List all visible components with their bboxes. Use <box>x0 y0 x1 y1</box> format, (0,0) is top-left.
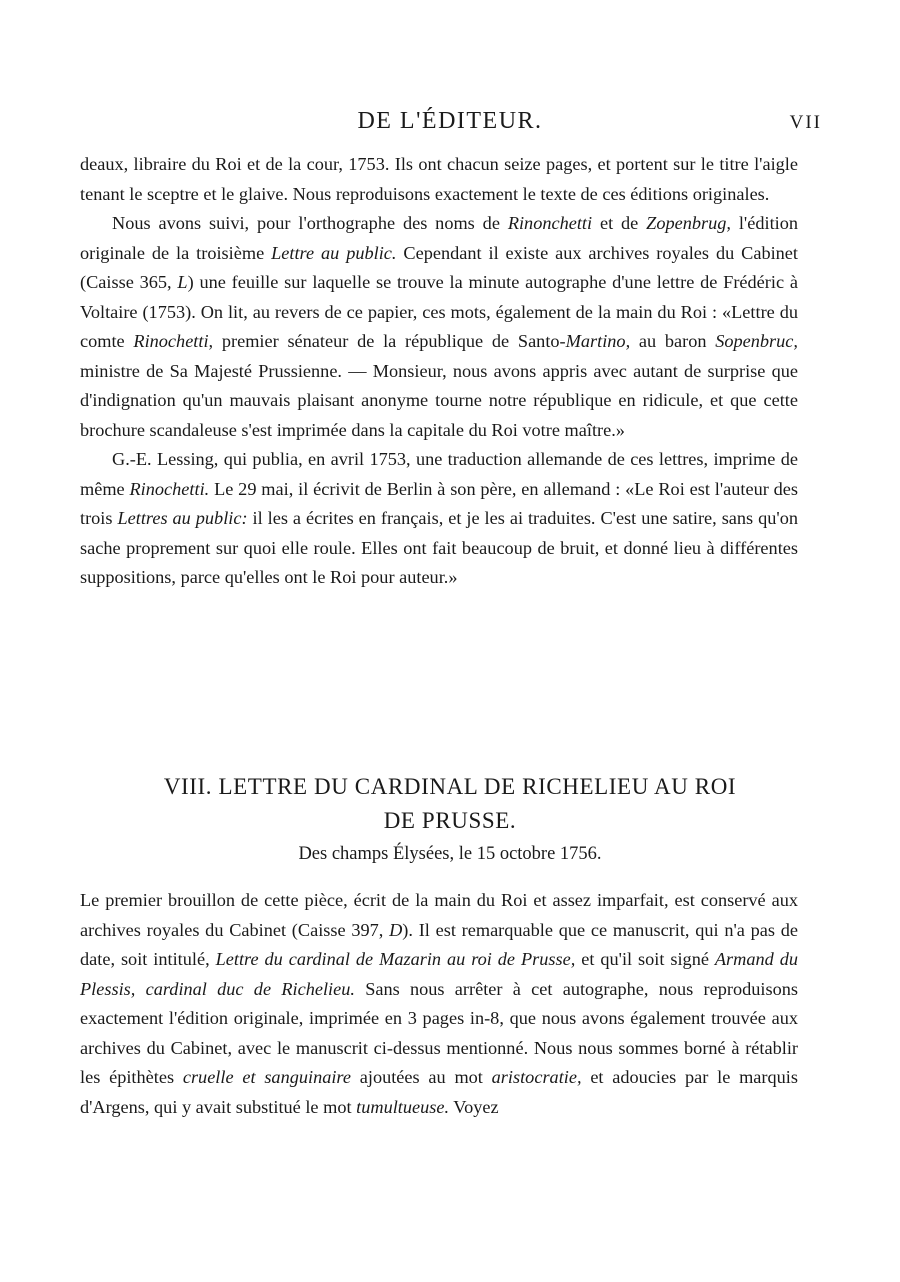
text-run: Cependant il existe aux archives royales du Cabinet (Caisse 365, <box>80 242 798 292</box>
running-head <box>0 108 900 140</box>
text-run: et qu'il soit signé <box>575 949 715 969</box>
heading-line: VIII. LETTRE DU CARDINAL DE RICHELIEU AU ROI <box>163 774 737 799</box>
text-run: ) une feuille sur laquelle se trouve la minute autographe d'une lettre de Frédéric à Voltaire (1753). On lit, au revers de ce papier, ces mots, également de la main du Roi : «Lettre du comte <box>80 272 798 351</box>
italic-run: tumultueuse. <box>356 1096 450 1117</box>
section-heading <box>80 770 820 838</box>
italic-run: Rinonchetti <box>507 213 593 233</box>
text-run: ministre de Sa Majesté Prussienne. — Monsieur, nous avons appris avec autant de surprise que d'indignation qu'un mauvais plaisant anonyme tourne notre république en ridicule, et que cette brochure scandaleuse s'est imprimée dans la capitale du Roi votre maître.» <box>80 360 798 440</box>
text-run: et adoucies par le marquis d'Argens, qui y avait substitué le mot <box>80 1067 798 1117</box>
text-run: et de <box>592 213 647 233</box>
italic-run: Lettre au public. <box>271 242 397 263</box>
italic-run: Sopenbruc, <box>715 331 798 351</box>
italic-run: Rinochetti, <box>133 331 214 351</box>
text-run: Le premier brouillon de cette pièce, écrit de la main du Roi et assez imparfait, est conservé aux archives royales du Cabinet (Caisse 397, <box>80 890 798 940</box>
running-title: DE L'ÉDITEUR. <box>357 108 543 134</box>
paragraph <box>80 886 798 1122</box>
page-number: VII <box>789 112 822 133</box>
italic-run: Zopenbrug, <box>646 213 731 233</box>
italic-run: L <box>177 272 188 292</box>
italic-run: aristocratie, <box>491 1067 582 1087</box>
italic-run: Martino, <box>565 331 631 351</box>
paragraph <box>80 209 798 445</box>
italic-run: Armand du Plessis, cardinal duc de Richelieu. <box>80 949 799 999</box>
text-run: au baron <box>630 331 716 351</box>
text-run: premier sénateur de la république de Santo- <box>213 331 566 351</box>
text-run: Sans nous arrêter à cet autographe, nous reproduisons exactement l'édition originale, imprimée en 3 pages in-8, que nous avons également trouvée aux archives du Cabinet, avec le manuscrit ci-dessus mentionné. Nous nous sommes borné à rétablir les épithètes <box>80 978 798 1087</box>
italic-run: cruelle et sanguinaire <box>182 1067 351 1087</box>
text-run: l'édition originale de la troisième <box>80 213 799 263</box>
heading-line: DE PRUSSE. <box>383 808 517 833</box>
dateline: Des champs Élysées, le 15 octobre 1756. <box>298 844 602 864</box>
text-run: ajoutées au mot <box>350 1067 492 1087</box>
italic-run: Lettres au public: <box>117 508 248 528</box>
section-text-upper <box>80 150 798 593</box>
italic-run: Rinochetti. <box>129 478 210 499</box>
text-run: ). Il est remarquable que ce manuscrit, qui n'a pas de date, soit intitulé, <box>80 919 798 969</box>
paragraph <box>80 445 798 593</box>
text-run: il les a écrites en français, et je les ai traduites. C'est une satire, sans qu'on sache proprement sur quoi elle roule. Elles ont fait beaucoup de bruit, et donné lieu à différentes suppositions, parce qu'elles ont le Roi pour auteur.» <box>80 508 798 587</box>
section-text-lower <box>80 886 798 1122</box>
italic-run: D <box>389 919 403 940</box>
text-run: Voyez <box>449 1096 499 1117</box>
text-run: Nous avons suivi, pour l'orthographe des noms de <box>112 213 508 233</box>
italic-run: Lettre du cardinal de Mazarin au roi de Prusse, <box>215 949 576 969</box>
paragraph: deaux, libraire du Roi et de la cour, 1753. Ils ont chacun seize pages, et portent sur le titre l'aigle tenant le sceptre et le glaive. Nous reproduisons exactement le texte de ces éditions originales. <box>80 154 798 204</box>
text-run: Le 29 mai, il écrivit de Berlin à son père, en allemand : «Le Roi est l'auteur des trois <box>80 478 799 528</box>
text-run: G.-E. Lessing, qui publia, en avril 1753, une traduction allemande de ces lettres, imprime de même <box>80 449 798 499</box>
